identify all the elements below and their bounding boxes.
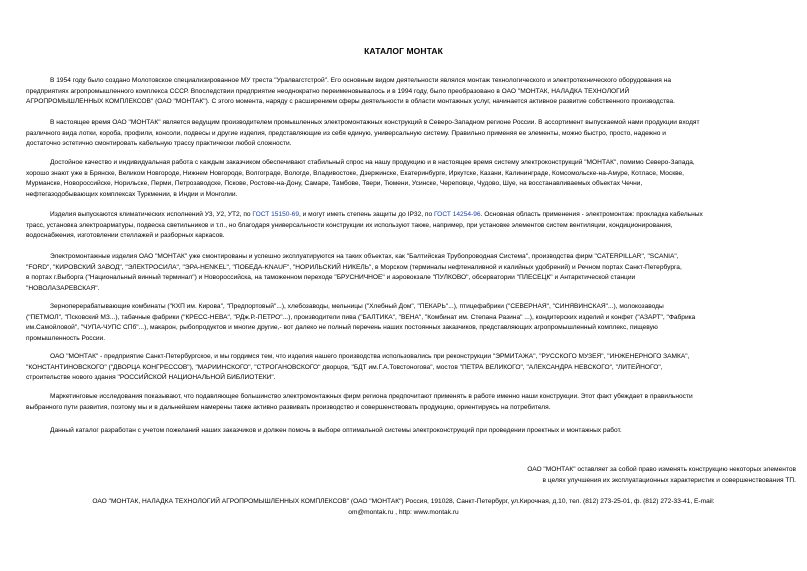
paragraph-line: Зерноперерабатывающие комбинаты ("КХП им. Кирова", "Предпортовый"...), хлебозаводы, мельницы ("Хлебный Дом", "ПЕКАРЬ"...), птицефабрики ("СЕВЕРНАЯ", "СИНЯВИНСКАЯ"...), молокозаводы xyxy=(50,303,664,310)
paragraph-line: в портах г.Выборга ("Национальный винный терминал") и Новороссийска, на таможенном переходе "БРУСНИЧНОЕ" и аэровокзале "ПУЛКОВО", обсерватории "ПЛЕСЕЦК" и Антарктической станции xyxy=(26,274,636,282)
gost-15150-link[interactable]: ГОСТ 15150-69 xyxy=(252,211,299,218)
paragraph-customers xyxy=(26,302,800,344)
paragraph-line xyxy=(26,210,800,221)
footer-address: ОАО "МОНТАК, НАЛАДКА ТЕХНОЛОГИЙ АГРОПРОМЫШЛЕННЫХ КОМПЛЕКСОВ" (ОАО "МОНТАК") Россия, 191028, Санкт-Петербург, ул.Кирочная, д.10, тел. (812) 273-25-01, ф. (812) 272-33-41, E-mail: xyxy=(92,498,715,505)
gost-14254-link[interactable]: ГОСТ 14254-96 xyxy=(433,211,481,218)
paragraph-landmarks xyxy=(26,352,800,384)
notice-line: ОАО "МОНТАК" оставляет за собой право изменять конструкцию некоторых элементов xyxy=(527,466,796,473)
text-segment: , и могут иметь степень защиты до IP32, по xyxy=(299,211,434,218)
paragraph-products xyxy=(26,118,800,150)
paragraph-line: им.Самойловой", "ЧУПА-ЧУПС СПб"...), макарон, рыбопродуктов и многие другие,- вот далеко не полный перечень наших постоянных заказчиков, представляющих агропромышленный комплекс, пищевую xyxy=(26,324,658,332)
paragraph-line: предприятиях агропромышленного комплекса СССР. Впоследствии предприятие неоднократно переименовывалось и в 1994 году, было преобразовано в ОАО "МОНТАК, НАЛАДКА ТЕХНОЛОГИЙ xyxy=(26,87,630,95)
paragraph-history xyxy=(26,76,800,108)
paragraph-standards xyxy=(26,210,800,242)
paragraph-line: Мурманске, Новороссийске, Норильске, Перми, Петрозаводске, Пскове, Ростове-на-Дону, Самаре, Тамбове, Твери, Тюмени, Усинске, Череповце, Чудово, Шуе, на восстанавливаемых объектах Чечни, xyxy=(26,180,643,188)
company-footer xyxy=(0,497,807,518)
paragraph-marketing xyxy=(26,392,800,413)
paragraph-line: АГРОПРОМЫШЛЕННЫХ КОМПЛЕКСОВ" (ОАО "МОНТАК"). С этого момента, наряду с расширением сферы деятельности в области монтажных услуг, начинается активное развитие собственного производства. xyxy=(26,98,676,106)
paragraph-line: Маркетинговые исследования показывают, что подавляющее большинство электромонтажных фирм региона предпочитают применять в работе именно наши конструкции. Этот факт убеждает в правильности xyxy=(50,393,693,400)
paragraph-line: Достойное качество и индивидуальная работа с каждым заказчиком обеспечивают стабильный спрос на нашу продукцию и в настоящее время систему электроконструкций "МОНТАК", помимо Северо-Запада, xyxy=(50,159,695,166)
text-segment: . Основная область применения - электромонтаж: прокладка кабельных xyxy=(480,211,703,218)
paragraph-line: "FORD", "КИРОВСКИЙ ЗАВОД", "ЭЛЕКТРОСИЛА", "ЭРА-HENKEL", "ПОБЕДА-KNAUF", "НОРИЛЬСКИЙ НИКЕЛЬ", в Морском (терминалы нефтеналивной и калийных удобрений) и Речном портах Санкт-Петербурга, xyxy=(26,263,682,271)
footer-contacts: om@montak.ru , http: www.montak.ru xyxy=(348,508,459,516)
paragraph-line: строительстве нового здания "РОССИЙСКОЙ НАЦИОНАЛЬНОЙ БИБЛИОТЕКИ". xyxy=(26,374,276,382)
paragraph-line: Данный каталог разработан с учетом пожеланий наших заказчиков и должен помочь в выборе оптимальной системы электроконструкций при проведении проектных и монтажных работ. xyxy=(50,427,622,434)
paragraph-purpose xyxy=(26,426,800,437)
paragraph-line: различного вида лотки, короба, профили, консоли, подвесы и другие изделия, представляющие из себя единую, универсальную систему. Правильно применяя ее элементы, можно быстро, просто, надежно и xyxy=(26,129,666,137)
paragraph-line: "НОВОЛАЗАРЕВСКАЯ". xyxy=(26,284,100,292)
paragraph-line: ОАО "МОНТАК" - предприятие Санкт-Петербургское, и мы гордимся тем, что изделия нашего производства использовались при реконструкции "ЭРМИТАЖА", "РУССКОГО МУЗЕЯ", "ИНЖЕНЕРНОГО ЗАМКА", xyxy=(50,353,690,360)
paragraph-line: трасс, установка электроарматуры, подвеска светильников и т.п., но благодаря универсальности конструкции их используют также, например, при установке элементов систем вентиляции, кондиционирования, xyxy=(26,221,673,229)
paragraph-line: "КОНСТАНТИНОВСКОГО" ("ДВОРЦА КОНГРЕССОВ"), "МАРИИНСКОГО", "СТРОГАНОВСКОГО" дворцов, "БДТ им.Г.А.Товстоногова", мостов "ПЕТРА ВЕЛИКОГО", "АЛЕКСАНДРА НЕВСКОГО", "ЛИТЕЙНОГО", xyxy=(26,363,663,371)
rights-notice xyxy=(396,465,796,486)
paragraph-line: водоснабжения, изготовлении стеллажей и разборных каркасов. xyxy=(26,232,225,240)
page-title: КАТАЛОГ МОНТАК xyxy=(364,46,443,56)
text-segment: Изделия выпускаются климатических исполнений У3, У2, УТ2, по xyxy=(50,211,253,218)
paragraph-line: ("ПЕТМОЛ", "Псковский МЗ...), табачные фабрики ("КРЕСС-НЕВА", "РДж.Р.-ПЕТРО"...), производители пива ("БАЛТИКА", "ВЕНА", "Комбинат им. Степана Разина" ...), кондитерских изделий и конфет ("АЗАРТ", "Фабрика xyxy=(26,313,696,321)
paragraph-line: достаточно эстетично смонтировать кабельную трассу практически любой сложности. xyxy=(26,140,292,148)
paragraph-line: промышленность России. xyxy=(26,334,106,342)
paragraph-geography xyxy=(26,158,800,200)
paragraph-line: нефтегазодобывающих комплексах Туркмении, в Индии и Монголии. xyxy=(26,190,238,198)
paragraph-objects xyxy=(26,252,800,294)
paragraph-line: хорошо знают уже в Брянске, Великом Новгороде, Нижнем Новгороде, Волгограде, Вологде, Владивостоке, Дзержинске, Екатеринбурге, Иркутске, Казани, Калининграде, Комсомольске-на-Амуре, Котласе, Москве, xyxy=(26,169,685,177)
paragraph-line: выбранного пути развития, поэтому мы и в дальнейшем намерены также активно развивать производство и совершенствовать продукцию, ориентируясь на потребителя. xyxy=(26,403,551,411)
paragraph-line: Электромонтажные изделия ОАО "МОНТАК" уже смонтированы и успешно эксплуатируются на таких объектах, как "Балтийская Трубопроводная Система", производства фирм "CATERPILLAR", "SCANIA", xyxy=(50,253,679,260)
paragraph-line: В настоящее время ОАО "МОНТАК" является ведущим производителем промышленных электромонтажных конструкций в Северо-Западном регионе России. В ассортимент выпускаемой нами продукции входят xyxy=(50,119,700,126)
paragraph-line: В 1954 году было создано Молотовское специализированное МУ треста "Уралвагстстрой". Его основным видом деятельности являлся монтаж технологического и электротехнического оборудования на xyxy=(50,77,671,84)
notice-line: в целях улучшения их эксплуатационных характеристик и совершенствования ТП. xyxy=(542,476,796,484)
